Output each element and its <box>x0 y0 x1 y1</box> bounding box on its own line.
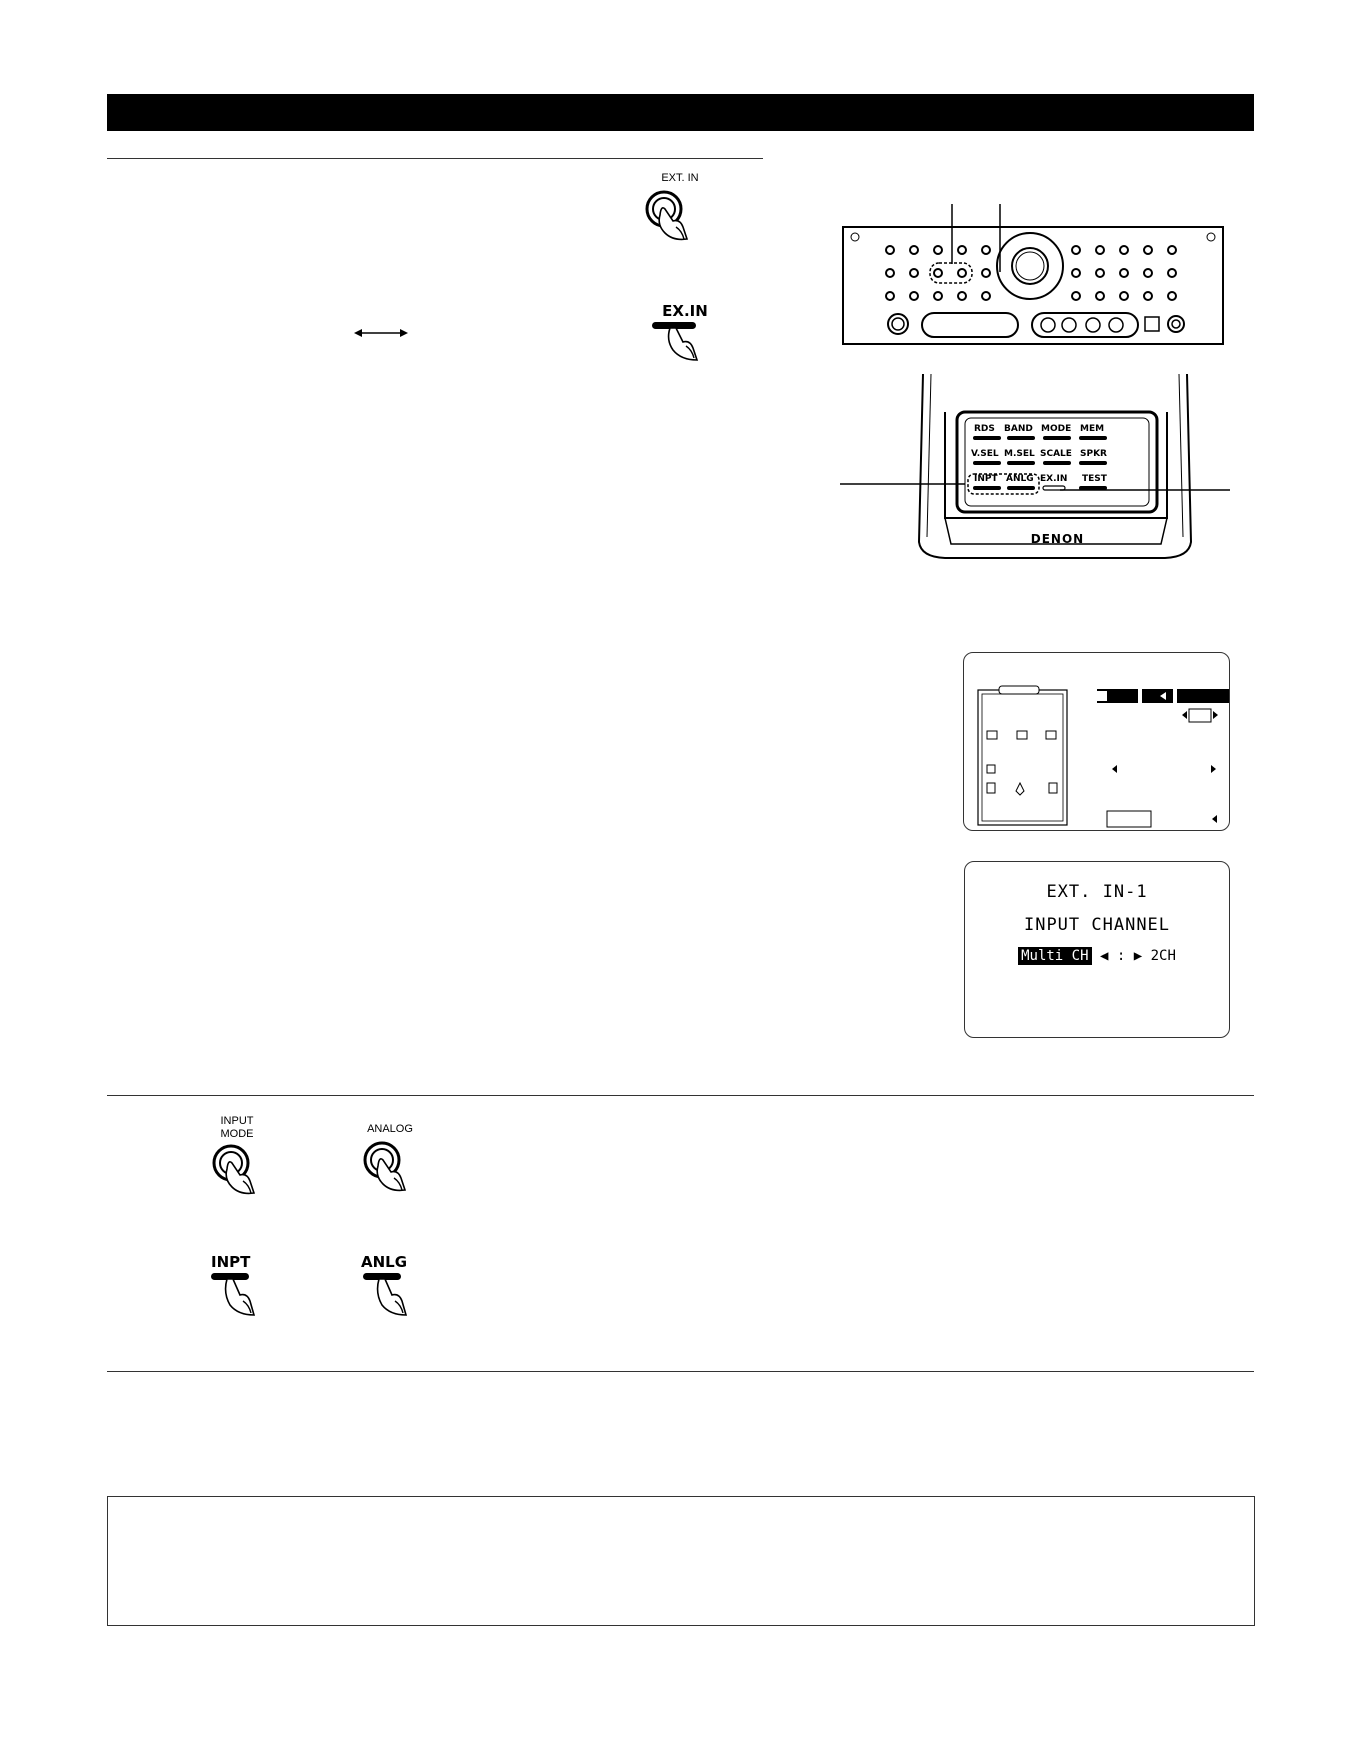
remote-label-test: TEST <box>1082 474 1107 484</box>
osd-separator: : <box>1116 948 1126 964</box>
note-box <box>107 1496 1255 1626</box>
osd-selected-value: Multi CH <box>1018 947 1091 965</box>
hand-press-round-button-icon <box>197 1141 277 1221</box>
osd-subtitle: INPUT CHANNEL <box>1023 915 1171 935</box>
osd-screen-input-channel <box>964 861 1230 1038</box>
ex-in-button-group <box>640 302 730 380</box>
section-header-bar <box>107 94 1254 131</box>
ext-in-label: EXT. IN <box>661 172 699 184</box>
remote-label-mem: MEM <box>1080 424 1105 434</box>
anlg-label: ANLG <box>361 1253 408 1271</box>
remote-label-band: BAND <box>1004 424 1033 434</box>
remote-label-msel: M.SEL <box>1004 449 1035 459</box>
remote-label-anlg: ANLG <box>1006 474 1034 484</box>
double-arrow-icon <box>352 325 410 341</box>
remote-label-mode: MODE <box>1041 424 1072 434</box>
ext-in-button-group <box>640 172 720 265</box>
osd-option-row <box>965 948 1229 964</box>
middle-section-rule <box>107 1095 1254 1096</box>
main-unit-panel-illustration <box>840 200 1226 348</box>
inpt-button-group <box>203 1253 283 1341</box>
analog-label: ANALOG <box>367 1123 413 1135</box>
osd-speaker-layout-graphic <box>964 653 1229 830</box>
remote-label-inpt: INPT <box>974 474 998 484</box>
pointer-line-left <box>840 472 970 492</box>
ex-in-label: EX.IN <box>662 302 708 320</box>
remote-brand-logo: DENON <box>1030 532 1085 546</box>
remote-label-scale: SCALE <box>1040 449 1072 459</box>
inpt-label: INPT <box>211 1253 251 1271</box>
osd-right-arrow-icon: ▶ <box>1133 948 1143 964</box>
remote-label-exin: EX.IN <box>1040 474 1068 484</box>
osd-option-value: 2CH <box>1150 948 1176 964</box>
anlg-button-group <box>355 1253 435 1341</box>
input-mode-button-group <box>197 1115 277 1221</box>
analog-button-group <box>350 1123 430 1216</box>
remote-control-illustration <box>885 372 1230 562</box>
remote-label-vsel: V.SEL <box>971 449 999 459</box>
hand-press-bar-button-icon <box>355 1271 435 1341</box>
osd-title: EXT. IN-1 <box>1046 882 1148 902</box>
hand-press-round-button-icon <box>350 1136 430 1216</box>
hand-press-round-button-icon <box>640 185 720 265</box>
pointer-line-right <box>1055 482 1230 502</box>
top-section-rule <box>107 158 763 159</box>
remote-label-spkr: SPKR <box>1080 449 1107 459</box>
hand-press-bar-button-icon <box>640 320 730 380</box>
input-mode-label: INPUT MODE <box>220 1115 254 1140</box>
osd-screen-speaker-setup <box>963 652 1230 831</box>
osd-left-arrow-icon: ◀ <box>1099 948 1109 964</box>
hand-press-bar-button-icon <box>203 1271 283 1341</box>
lower-section-rule <box>107 1371 1254 1372</box>
remote-label-rds: RDS <box>974 424 995 434</box>
